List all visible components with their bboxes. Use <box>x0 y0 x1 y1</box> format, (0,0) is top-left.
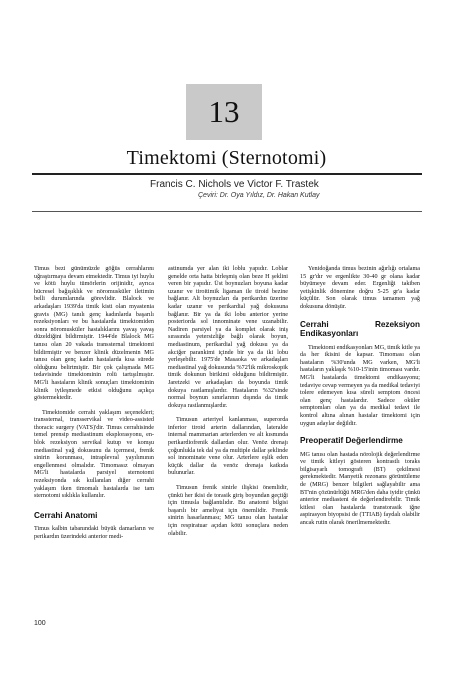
chapter-number-box <box>186 84 262 140</box>
paragraph: Timusun arteriyel kanlanması, superorda inferior tiroid arterin dallarından, lateralde internal mammarian arterlerden ve alt kısmında perikardiofrenik dallardan olur. Venöz drenajı çoğunlukla tek dal ya da multiple dallar şeklinde sol innominate vene olur. Arterlere eşlik eden küçük dallar da venöz drenaja katkıda bulunurlar. <box>168 417 288 477</box>
page-number: 100 <box>34 620 46 627</box>
authors: Francis C. Nichols ve Victor F. Trastek <box>150 179 319 190</box>
section-heading: Cerrahi Rezeksiyon Endikasyonları <box>300 319 420 339</box>
title-rule <box>32 173 422 175</box>
paragraph: Timusun frenik sinirle ilişkisi önemlidir, çünkü her ikisi de torasik giriş boyundan geçtiği için timusla bağlantılıdır. Bu anatomi bilgisi başarılı bir ameliyat için önemlidir. Frenik sinirin hasarlanması; MG tanısı olan hastalar için respiratuar açıdan kötü sonuçlara neden olabilir. <box>168 485 288 537</box>
section-heading: Preoperatif Değerlendirme <box>300 436 403 446</box>
paragraph: Timektomide cerrahi yaklaşım seçenekleri; transsternal, transservikal ve video-assisted thoracic surgery (VATS)'dir. Timus cerrahisinde temel prensip mediastinum eksplorasyonu, en-blok rezeksiyon servikal kutup ve komşu mediastinal yağ dokusunu da içermesi, frenik sinirin korunması, intraplevral yayılımının engellenmesi olmalıdır. Timomasız olmayan MG'li hastalarda parsiyel sternotomi rezeksiyonda sık kullanılan diğer cerrahi yaklaşım iken timomalı hastalarda ise tam sternotomi sıklıkla kullanılır. <box>34 409 154 500</box>
section-heading: Cerrahi Anatomi <box>34 510 98 520</box>
paragraph-gap <box>34 403 154 410</box>
paragraph: Timektomi endikasyonları MG, timik kitle ya da her ikisini de kapsar. Timoması olan hastaların %30'unda MG varken, MG'li hastaların yaklaşık %10-15'inin timoması vardır. MG'li hastalarda timektomi endikasyonu; tedaviye cevap vermeyen ya da medikal tedaviyi tolere edemeyen kısa süreli semptom öncesi olan genç hastalardır. Sadece oküler semptomları olan ya da medikal tedavi ile kontrol altına alınan hastalar timektomi için uygun adaylar değildir. <box>300 344 421 427</box>
translators: Çeviri: Dr. Oya Yıldız, Dr. Hakan Kutlay <box>198 192 320 199</box>
paragraph: MG tanısı olan hastada nörolojik değerlendirme ve timik kitleyi gösteren kontrastlı toraks bilgisayarlı tomografi (BT) çekilmesi gerekmektedir. Manyetik rezonans görüntüleme de (MRG) benzer bilgileri sağlayabilir ama BT'nin çözünürlüğü MRG'den daha iyidir çünkü anterior mediasteni de değerlendirebilir. Timik kitlesi olan hastalarda transtorasik iğne aspirasyon biyopsisi de (TTIAB) faydalı olabilir ancak rutin olarak önerilmemektedir. <box>300 451 420 526</box>
chapter-title: Timektomi (Sternotomi) <box>126 147 327 169</box>
paragraph-gap <box>168 478 288 485</box>
text-column-2 <box>168 266 288 538</box>
header-rule <box>32 211 422 212</box>
paragraph: Yenidoğanda timus bezinin ağırlığı ortalama 15 gr'dır ve ergenlikte 30-40 gr olana kadar büyümeye devam eder. Ergenliği takiben yetişkinlik dönemine doğru 5-25 gr'a kadar küçülür. Son olarak timus tamamen yağ dokusuna dönüşür. <box>300 266 420 310</box>
chapter-number: 13 <box>208 94 240 129</box>
paragraph: Timus bezi günümüzde göğüs cerrahlarını uğraştırmaya devam etmektedir. Timus iyi huylu ve kötü huylu tümörlerin orijinidir, ayrıca hücresel bağışıklık ve nöromusküler iletimin belli durumlarında görevlidir. Blalock ve arkadaşları 1939'da timik kisti olan myastenia gravis (MG) tanılı genç kadınlarda başarılı rezeksiyonları ve bu hastalarda timektomiden sonra nöromusküler hastalıklarını yavaş yavaş düzeldiğini bildirmiştir. 1944'de Blalock MG tanısı olan 20 vakada transsternal timektomi bildirmiştir ve benzer klinik düzelmenin MG tanısı olan genç kadın hastalarda kısa sürede olduğunu belirtmiştir. Bir çok çalışmada MG tedavisinde timektominin rolü tartışılmıştır. MG'li hastaların klinik sonuçları timektominin klinik iyileşmede etkisi olduğunu açıkça göstermektedir. <box>34 266 154 402</box>
paragraph: Timus kalbin tabanındaki büyük damarların ve perikardın üzerindeki anterior medi- <box>34 526 154 540</box>
text-column-3 <box>300 266 420 528</box>
paragraph-gap <box>168 410 288 417</box>
paragraph: astinumda yer alan iki loblu yapıdır. Loblar genelde orta hatta birleşmiş olan beze H şeklini veren bir yapıdır. Üst boynuzları boyuna kadar uzanır ve tiroitimik ligaman ile tiroid bezine bağlanır. Alt boynuzları da perikardın üzerine kadar uzanır ve perikardial yağ dokusuna bağlanır. Bir ya da iki lobu anterior yerine posteriorda sol innominate vene uzanabilir. Nadiren parsiyel ya da komplet olarak iniş sırasında yetersizliğe bağlı olarak boyun, mediastinum, perikardial yağ dokusu ya da akciğer parankimi içinde bir ya da iki lobu yerleşebilir. 1975'de Masaoka ve arkadaşları mediastinal yağ dokusunda %72'lik mikroskopik timik dokunun birikimi olduğunu bildirmiştir. Jaretzeki ve arkadaşları da boyunda timik dokuya rastlamışlardır. Hastaların %32'sinde normal boynun sınırlarının dışında da timik dokuya rastlanmışlardır. <box>168 266 288 409</box>
text-column-1 <box>34 266 154 542</box>
